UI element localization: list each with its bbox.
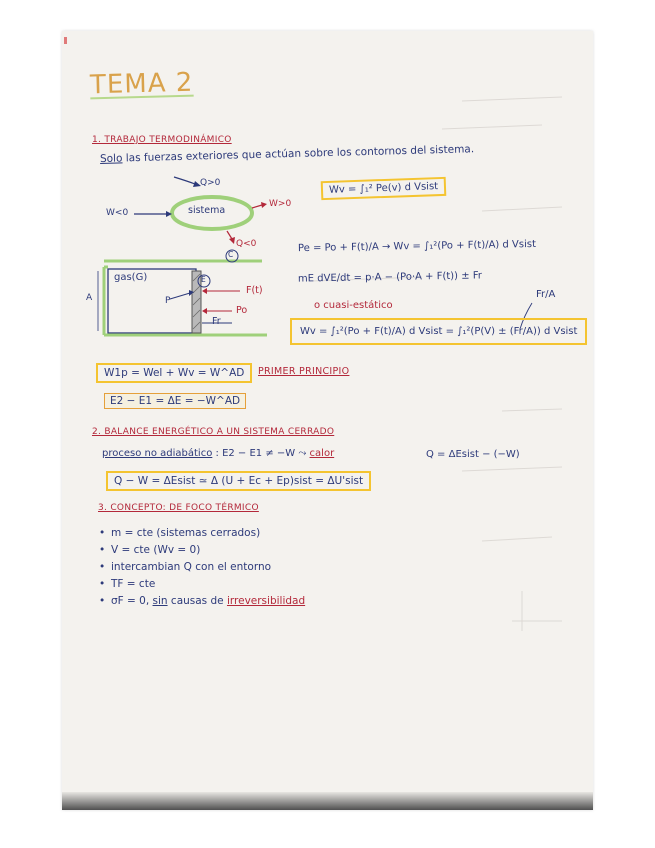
piston-diagram <box>62 31 593 810</box>
list-item: • intercambian Q con el entorno <box>99 561 272 573</box>
me-equation: mE dVE/dt = p·A − (Po·A + F(t)) ± Fr <box>297 270 483 285</box>
fr-over-a-label: Fr/A <box>536 289 556 300</box>
section-3-heading: 3. CONCEPTO: DE FOCO TÉRMICO <box>98 503 259 513</box>
q-balance-equation: Q = ΔEsist − (−W) <box>426 449 520 460</box>
primer-principio-label: PRIMER PRINCIPIO <box>258 366 350 377</box>
f-label: F(t) <box>246 285 263 296</box>
wv-quasistatic-box: Wv = ∫₁²(Po + F(t)/A) d Vsist = ∫₁²(P(V) ± (Fr/A)) d Vsist <box>290 318 587 345</box>
system-label: sistema <box>188 205 226 216</box>
q-negative-label: Q<0 <box>236 239 257 249</box>
section-2-heading: 2. BALANCE ENERGÉTICO A UN SISTEMA CERRADO <box>92 427 335 437</box>
proceso-line <box>102 448 334 459</box>
e-marker-label: E <box>201 275 206 284</box>
energy-balance-box: Q − W = ΔEsist ≃ Δ (U + Ec + Ep)sist = ΔU'sist <box>106 471 371 491</box>
p-arrow <box>170 293 190 299</box>
page-bottom-shadow <box>62 792 593 810</box>
w1p-equation: W1p = Wel + Wv = W^AD <box>96 363 252 383</box>
po-label: Po <box>236 305 248 316</box>
w-positive-label: W>0 <box>269 199 292 209</box>
list-item: • m = cte (sistemas cerrados) <box>99 527 261 539</box>
calor-arrow: ⤳ <box>298 448 307 459</box>
intro-rest: las fuerzas exteriores que actúan sobre los contornos del sistema. <box>125 143 475 165</box>
a-label: A <box>86 293 93 303</box>
proceso-equation: : E2 − E1 ≠ −W <box>215 448 296 459</box>
q-positive-label: Q>0 <box>200 178 221 188</box>
calor-word: calor <box>309 448 335 459</box>
fr-label: Fr <box>212 316 221 327</box>
page-title: TEMA 2 <box>89 67 194 101</box>
w-negative-label: W<0 <box>106 208 129 218</box>
energy-change-equation: E2 − E1 = ΔE = −W^AD <box>104 393 246 409</box>
p-label: P <box>165 296 171 306</box>
list-item: • V = cte (Wv = 0) <box>99 544 201 556</box>
list-item: • σF = 0, sin causas de irreversibilidad <box>99 595 306 607</box>
notebook-page <box>62 31 593 810</box>
wv-definition-box: Wv = ∫₁² Pe(v) d Vsist <box>321 177 447 200</box>
gas-label: gas(G) <box>114 272 148 283</box>
c-marker-label: C <box>228 250 234 259</box>
section-1-heading: 1. TRABAJO TERMODINÁMICO <box>92 135 232 145</box>
pe-equation: Pe = Po + F(t)/A → Wv = ∫₁²(Po + F(t)/A) d Vsist <box>297 238 537 255</box>
foco-termico-list <box>99 525 305 610</box>
intro-solo: Solo <box>99 152 123 165</box>
proceso-label: proceso no adiabático <box>102 448 213 459</box>
list-item: • TF = cte <box>99 578 156 590</box>
cuasi-estatico-note: o cuasi-estático <box>314 300 393 311</box>
